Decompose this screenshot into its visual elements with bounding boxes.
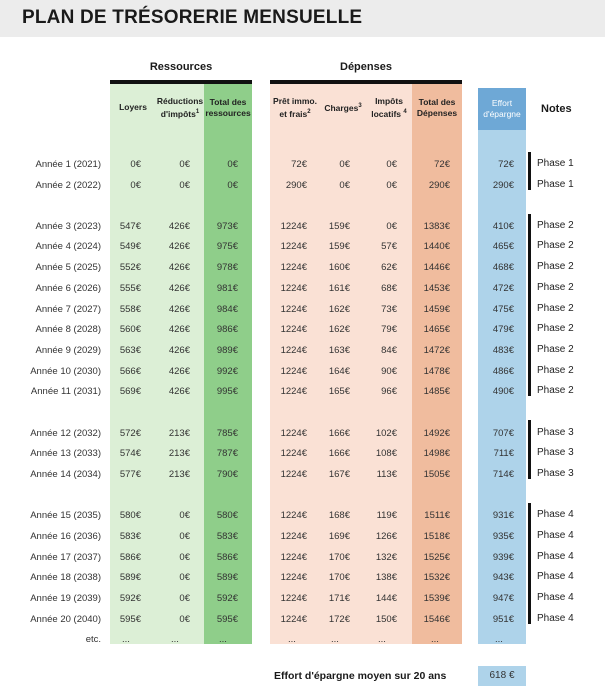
row-label: Année 4 (2024) xyxy=(35,241,101,252)
table-cell: 595€ xyxy=(119,614,141,625)
table-cell: 975€ xyxy=(216,241,238,252)
table-cell: 113€ xyxy=(376,469,397,480)
row-label: Année 8 (2028) xyxy=(35,324,101,335)
row-label: Année 15 (2035) xyxy=(30,510,101,521)
table-cell: 1224€ xyxy=(280,469,307,480)
table-cell: 426€ xyxy=(168,221,190,232)
table-cell: 978€ xyxy=(216,262,238,273)
table-cell: 290€ xyxy=(492,180,514,191)
table-cell: 0€ xyxy=(179,614,190,625)
phase-note: Phase 2 xyxy=(537,220,574,231)
table-cell: 0€ xyxy=(386,180,397,191)
table-cell: 1383€ xyxy=(423,221,450,232)
table-cell: ... xyxy=(378,634,386,645)
header-total-depenses: Total des Dépenses xyxy=(416,96,458,118)
table-cell: 0€ xyxy=(339,159,350,170)
table-cell: 1224€ xyxy=(280,510,307,521)
table-cell: 169€ xyxy=(328,531,350,542)
table-cell: 1224€ xyxy=(280,283,307,294)
table-cell: 558€ xyxy=(119,304,141,315)
header-pret: Prêt immo. et frais$^2$ xyxy=(273,96,317,119)
table-cell: 1224€ xyxy=(280,221,307,232)
table-cell: 73€ xyxy=(381,304,397,315)
table-cell: 102€ xyxy=(375,428,397,439)
table-cell: 164€ xyxy=(328,366,350,377)
phase-note: Phase 2 xyxy=(537,240,574,251)
table-cell: 580€ xyxy=(119,510,141,521)
table-cell: 479€ xyxy=(492,324,514,335)
table-cell: 1446€ xyxy=(423,262,450,273)
header-total-ressources: Total des ressources xyxy=(205,96,251,118)
table-cell: 150€ xyxy=(375,614,397,625)
table-cell: 0€ xyxy=(179,180,190,191)
row-label: Année 20 (2040) xyxy=(30,614,101,625)
table-cell: 72€ xyxy=(434,159,450,170)
table-cell: 1224€ xyxy=(280,552,307,563)
phase-note: Phase 3 xyxy=(537,468,574,479)
row-label: etc. xyxy=(85,634,101,645)
phase-note: Phase 4 xyxy=(537,509,574,520)
table-cell: 213€ xyxy=(168,469,190,480)
phase-note: Phase 2 xyxy=(537,261,574,272)
table-cell: 560€ xyxy=(119,324,141,335)
table-cell: 981€ xyxy=(216,283,238,294)
table-cell: 563€ xyxy=(119,345,141,356)
row-label: Année 17 (2037) xyxy=(30,552,101,563)
row-label: Année 9 (2029) xyxy=(35,345,101,356)
row-label: Année 1 (2021) xyxy=(35,159,101,170)
table-cell: 973€ xyxy=(216,221,238,232)
table-cell: 931€ xyxy=(492,510,514,521)
phase-note: Phase 2 xyxy=(537,282,574,293)
table-cell: ... xyxy=(171,634,179,645)
table-cell: 1532€ xyxy=(423,572,450,583)
table-cell: 1224€ xyxy=(280,531,307,542)
header-reductions: Réductions d'impôts$^1$ xyxy=(156,96,204,119)
table-cell: 0€ xyxy=(179,531,190,542)
header-effort: Effort d'épargne xyxy=(483,97,521,119)
table-cell: 1224€ xyxy=(280,386,307,397)
row-label: Année 2 (2022) xyxy=(35,180,101,191)
phase-note: Phase 4 xyxy=(537,592,574,603)
row-label: Année 18 (2038) xyxy=(30,572,101,583)
table-cell: 1440€ xyxy=(423,241,450,252)
table-cell: 465€ xyxy=(492,241,514,252)
table-cell: ... xyxy=(431,634,439,645)
table-cell: 1546€ xyxy=(423,614,450,625)
table-cell: 0€ xyxy=(130,180,141,191)
table-cell: 426€ xyxy=(168,283,190,294)
table-cell: 1472€ xyxy=(423,345,450,356)
table-cell: 1539€ xyxy=(423,593,450,604)
table-cell: 935€ xyxy=(492,531,514,542)
table-cell: 0€ xyxy=(179,572,190,583)
table-cell: 1224€ xyxy=(280,304,307,315)
table-cell: 84€ xyxy=(381,345,397,356)
table-cell: 170€ xyxy=(328,572,350,583)
phase-bar xyxy=(528,503,531,624)
table-cell: 1492€ xyxy=(423,428,450,439)
table-cell: 1505€ xyxy=(423,469,450,480)
table-cell: 943€ xyxy=(492,572,514,583)
table-cell: 986€ xyxy=(216,324,238,335)
table-cell: 547€ xyxy=(119,221,141,232)
table-cell: 714€ xyxy=(492,469,514,480)
phase-note: Phase 3 xyxy=(537,427,574,438)
row-label: Année 3 (2023) xyxy=(35,221,101,232)
phase-note: Phase 3 xyxy=(537,447,574,458)
table-cell: 426€ xyxy=(168,262,190,273)
table-cell: ... xyxy=(288,634,296,645)
table-cell: 566€ xyxy=(119,366,141,377)
table-cell: 490€ xyxy=(492,386,514,397)
header-charges: Charges$^3$ xyxy=(324,102,362,113)
phase-note: Phase 2 xyxy=(537,323,574,334)
table-cell: 132€ xyxy=(375,552,397,563)
table-cell: 426€ xyxy=(168,366,190,377)
header-notes: Notes xyxy=(541,103,572,115)
phase-note: Phase 4 xyxy=(537,530,574,541)
table-cell: 166€ xyxy=(328,448,350,459)
phase-bar xyxy=(528,152,531,190)
table-cell: 426€ xyxy=(168,324,190,335)
footer-value: 618 € xyxy=(478,666,526,686)
table-cell: 79€ xyxy=(381,324,397,335)
row-label: Année 6 (2026) xyxy=(35,283,101,294)
table-cell: 1525€ xyxy=(423,552,450,563)
table-cell: 171€ xyxy=(328,593,350,604)
table-cell: 569€ xyxy=(119,386,141,397)
page-title: PLAN DE TRÉSORERIE MENSUELLE xyxy=(22,7,363,28)
table-cell: 984€ xyxy=(216,304,238,315)
table-cell: 426€ xyxy=(168,386,190,397)
phase-note: Phase 2 xyxy=(537,365,574,376)
table-cell: 1224€ xyxy=(280,241,307,252)
header-impots: Impôts locatifs $^4$ xyxy=(371,96,407,119)
table-cell: 0€ xyxy=(227,159,238,170)
table-cell: 426€ xyxy=(168,241,190,252)
table-cell: 580€ xyxy=(216,510,238,521)
table-cell: 1453€ xyxy=(423,283,450,294)
table-cell: 586€ xyxy=(216,552,238,563)
table-cell: 160€ xyxy=(328,262,350,273)
row-label: Année 11 (2031) xyxy=(30,386,101,397)
table-cell: 592€ xyxy=(216,593,238,604)
table-cell: 787€ xyxy=(216,448,238,459)
row-label: Année 12 (2032) xyxy=(30,428,101,439)
table-cell: 939€ xyxy=(492,552,514,563)
table-cell: 1224€ xyxy=(280,448,307,459)
table-cell: 161€ xyxy=(328,283,350,294)
table-cell: 57€ xyxy=(381,241,397,252)
table-cell: 96€ xyxy=(381,386,397,397)
table-cell: 426€ xyxy=(168,304,190,315)
table-cell: 1511€ xyxy=(424,510,450,521)
table-cell: 1224€ xyxy=(280,593,307,604)
table-cell: 170€ xyxy=(328,552,350,563)
table-cell: 0€ xyxy=(179,159,190,170)
table-cell: 90€ xyxy=(381,366,397,377)
phase-note: Phase 1 xyxy=(537,158,574,169)
table-cell: 68€ xyxy=(381,283,397,294)
row-label: Année 16 (2036) xyxy=(30,531,101,542)
table-cell: 1224€ xyxy=(280,262,307,273)
table-cell: 589€ xyxy=(119,572,141,583)
table-cell: 0€ xyxy=(179,593,190,604)
table-cell: 583€ xyxy=(119,531,141,542)
table-cell: 947€ xyxy=(492,593,514,604)
table-cell: 213€ xyxy=(168,428,190,439)
table-cell: 410€ xyxy=(492,221,514,232)
table-cell: 483€ xyxy=(492,345,514,356)
table-cell: 790€ xyxy=(216,469,238,480)
phase-bar xyxy=(528,420,531,479)
table-cell: 589€ xyxy=(216,572,238,583)
table-cell: 213€ xyxy=(168,448,190,459)
table-cell: 0€ xyxy=(386,221,397,232)
table-cell: ... xyxy=(219,634,227,645)
table-cell: 992€ xyxy=(216,366,238,377)
table-cell: 0€ xyxy=(179,510,190,521)
row-label: Année 7 (2027) xyxy=(35,304,101,315)
table-cell: 144€ xyxy=(375,593,397,604)
table-cell: 165€ xyxy=(328,386,350,397)
table-cell: 1478€ xyxy=(423,366,450,377)
phase-note: Phase 4 xyxy=(537,613,574,624)
table-cell: 290€ xyxy=(285,180,307,191)
table-cell: 72€ xyxy=(498,159,514,170)
table-cell: 707€ xyxy=(492,428,514,439)
footer-label: Effort d'épargne moyen sur 20 ans xyxy=(274,670,447,682)
table-cell: 168€ xyxy=(328,510,350,521)
table-cell: 574€ xyxy=(119,448,141,459)
table-cell: 290€ xyxy=(428,180,450,191)
table-cell: 1465€ xyxy=(423,324,450,335)
table-cell: 72€ xyxy=(291,159,307,170)
table-cell: 549€ xyxy=(119,241,141,252)
table-cell: 0€ xyxy=(227,180,238,191)
group-ressources: Ressources xyxy=(149,61,213,73)
phase-note: Phase 2 xyxy=(537,385,574,396)
table-cell: 1224€ xyxy=(280,345,307,356)
table-cell: 0€ xyxy=(339,180,350,191)
table-cell: 468€ xyxy=(492,262,514,273)
table-cell: 167€ xyxy=(328,469,350,480)
table-cell: 995€ xyxy=(216,386,238,397)
row-label: Année 13 (2033) xyxy=(30,448,101,459)
table-cell: 162€ xyxy=(328,304,350,315)
phase-note: Phase 4 xyxy=(537,551,574,562)
table-cell: 159€ xyxy=(328,241,350,252)
table-cell: 166€ xyxy=(328,428,350,439)
phase-note: Phase 4 xyxy=(537,571,574,582)
table-cell: 475€ xyxy=(492,304,514,315)
phase-note: Phase 1 xyxy=(537,179,574,190)
table-cell: 472€ xyxy=(492,283,514,294)
table-cell: 552€ xyxy=(119,262,141,273)
table-cell: 0€ xyxy=(130,159,141,170)
row-label: Année 10 (2030) xyxy=(30,366,101,377)
table-cell: 1518€ xyxy=(423,531,450,542)
table-cell: 172€ xyxy=(328,614,350,625)
table-cell: 1224€ xyxy=(280,614,307,625)
row-label: Année 14 (2034) xyxy=(30,469,101,480)
table-cell: 1224€ xyxy=(280,324,307,335)
group-depenses: Dépenses xyxy=(340,61,392,73)
header-loyers: Loyers xyxy=(119,102,147,113)
table-cell: 108€ xyxy=(375,448,397,459)
table-cell: 159€ xyxy=(328,221,350,232)
table-cell: 951€ xyxy=(492,614,514,625)
table-cell: 1224€ xyxy=(280,428,307,439)
table-cell: 126€ xyxy=(375,531,397,542)
table-cell: 711€ xyxy=(493,448,514,459)
table-cell: 62€ xyxy=(381,262,397,273)
row-label: Année 19 (2039) xyxy=(30,593,101,604)
table-cell: 577€ xyxy=(119,469,141,480)
table-cell: 583€ xyxy=(216,531,238,542)
table-cell: 0€ xyxy=(386,159,397,170)
table-cell: 785€ xyxy=(216,428,238,439)
table-cell: 138€ xyxy=(375,572,397,583)
table-cell: 1224€ xyxy=(280,366,307,377)
table-cell: ... xyxy=(122,634,130,645)
table-cell: 0€ xyxy=(179,552,190,563)
phase-bar xyxy=(528,214,531,396)
table-cell: 426€ xyxy=(168,345,190,356)
table-cell: ... xyxy=(495,634,503,645)
phase-note: Phase 2 xyxy=(537,303,574,314)
table-cell: ... xyxy=(331,634,339,645)
table-cell: 1485€ xyxy=(423,386,450,397)
table-cell: 592€ xyxy=(119,593,141,604)
table-cell: 486€ xyxy=(492,366,514,377)
table-cell: 595€ xyxy=(216,614,238,625)
table-cell: 572€ xyxy=(119,428,141,439)
table-cell: 163€ xyxy=(328,345,350,356)
table-cell: 1459€ xyxy=(423,304,450,315)
table-cell: 162€ xyxy=(328,324,350,335)
table-cell: 989€ xyxy=(216,345,238,356)
row-label: Année 5 (2025) xyxy=(35,262,101,273)
table-cell: 586€ xyxy=(119,552,141,563)
table-cell: 555€ xyxy=(119,283,141,294)
table-cell: 1224€ xyxy=(280,572,307,583)
table-cell: 119€ xyxy=(376,510,397,521)
table-cell: 1498€ xyxy=(423,448,450,459)
phase-note: Phase 2 xyxy=(537,344,574,355)
